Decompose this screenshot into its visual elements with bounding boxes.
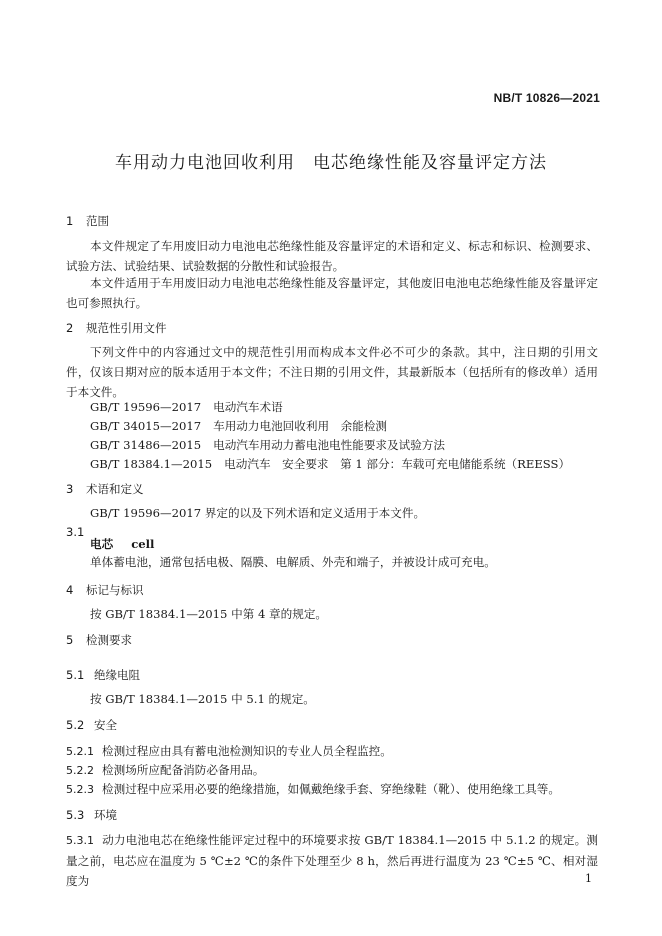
document-title: 车用动力电池回收利用 电芯绝缘性能及容量评定方法 <box>115 153 547 173</box>
section-number: 5 <box>66 633 74 647</box>
section-title: 术语和定义 <box>86 482 144 496</box>
reference-name: 电动汽车用动力蓄电池电性能要求及试验方法 <box>213 438 445 452</box>
term-definition: 单体蓄电池，通常包括电极、隔膜、电解质、外壳和端子，并被设计成可充电。 <box>90 555 496 569</box>
section-number: 4 <box>66 583 74 597</box>
section-2-paragraph: 下列文件中的内容通过文中的规范性引用而构成本文件必不可少的条款。其中，注日期的引用文件，仅该日期对应的版本适用于本文件；不注日期的引用文件，其最新版本（包括所有的修改单）适用于本文件。 <box>66 345 598 399</box>
section-number: 3 <box>66 482 74 496</box>
subsection-5-3-1-paragraph <box>66 830 598 891</box>
item-number: 5.2.2 <box>66 764 94 777</box>
subsection-number: 5.3 <box>66 808 85 822</box>
term-english: cell <box>131 537 155 551</box>
subsection-5-1-paragraph: 按 GB/T 18384.1—2015 中 5.1 的规定。 <box>90 692 315 706</box>
section-title: 检测要求 <box>86 633 132 647</box>
reference-code: GB/T 19596—2017 <box>90 400 202 414</box>
item-text: 检测过程应由具有蓄电池检测知识的专业人员全程监控。 <box>102 744 392 758</box>
list-item <box>66 760 598 781</box>
item-number: 5.2.1 <box>66 745 94 758</box>
subsection-5-1-heading <box>66 665 598 685</box>
item-text: 动力电池电芯在绝缘性能评定过程中的环境要求按 GB/T 18384.1—2015 中 5.1.2 的规定。测量之前，电芯应在温度为 5 ℃±2 ℃的条件下处理至少 8 h，然后再进行温度为 23 ℃±5 ℃、相对湿度为 <box>66 833 598 888</box>
reference-item <box>66 416 622 436</box>
page-number: 1 <box>585 872 592 885</box>
section-title: 标记与标识 <box>86 583 144 597</box>
subsection-title: 安全 <box>94 718 117 732</box>
section-3-heading <box>66 479 598 499</box>
section-1-paragraph-2: 本文件适用于车用废旧动力电池电芯绝缘性能及容量评定，其他废旧电池电芯绝缘性能及容量评定也可参照执行。 <box>66 276 598 310</box>
standard-code: NB/T 10826—2021 <box>493 91 600 105</box>
item-text: 检测场所应配备消防必备用品。 <box>102 763 265 777</box>
reference-name: 电动汽车术语 <box>213 400 283 414</box>
reference-item <box>66 435 622 455</box>
reference-name: 车用动力电池回收利用 余能检测 <box>213 419 388 433</box>
item-number: 5.3.1 <box>66 834 94 847</box>
reference-name: 电动汽车 安全要求 第 1 部分：车载可充电储能系统（REESS） <box>224 457 571 471</box>
subsection-3-1-number: 3.1 <box>66 525 85 539</box>
section-number: 2 <box>66 321 74 335</box>
item-text: 检测过程中应采用必要的绝缘措施，如佩戴绝缘手套、穿绝缘鞋（靴）、使用绝缘工具等。 <box>102 782 560 796</box>
subsection-title: 绝缘电阻 <box>94 668 140 682</box>
section-3-paragraph: GB/T 19596—2017 界定的以及下列术语和定义适用于本文件。 <box>90 506 426 520</box>
subsection-number: 5.1 <box>66 668 85 682</box>
term-chinese: 电芯 <box>90 537 114 551</box>
reference-item <box>66 454 622 474</box>
section-title: 规范性引用文件 <box>86 321 167 335</box>
reference-code: GB/T 31486—2015 <box>90 438 202 452</box>
list-item <box>66 779 598 800</box>
subsection-5-2-heading <box>66 715 598 735</box>
subsection-title: 环境 <box>94 808 117 822</box>
reference-code: GB/T 34015—2017 <box>90 419 202 433</box>
section-title: 范围 <box>86 214 109 228</box>
reference-code: GB/T 18384.1—2015 <box>90 457 213 471</box>
term-entry <box>66 534 622 554</box>
subsection-number: 5.2 <box>66 718 85 732</box>
section-1-heading <box>66 211 598 231</box>
subsection-5-3-heading <box>66 805 598 825</box>
reference-item <box>66 397 622 417</box>
section-1-paragraph-1: 本文件规定了车用废旧动力电池电芯绝缘性能及容量评定的术语和定义、标志和标识、检测要求、试验方法、试验结果、试验数据的分散性和试验报告。 <box>66 239 598 273</box>
section-4-heading <box>66 580 598 600</box>
section-4-paragraph: 按 GB/T 18384.1—2015 中第 4 章的规定。 <box>90 607 328 621</box>
list-item <box>66 741 598 762</box>
section-2-heading <box>66 318 598 338</box>
item-number: 5.2.3 <box>66 783 94 796</box>
section-5-heading <box>66 630 598 650</box>
section-number: 1 <box>66 214 74 228</box>
